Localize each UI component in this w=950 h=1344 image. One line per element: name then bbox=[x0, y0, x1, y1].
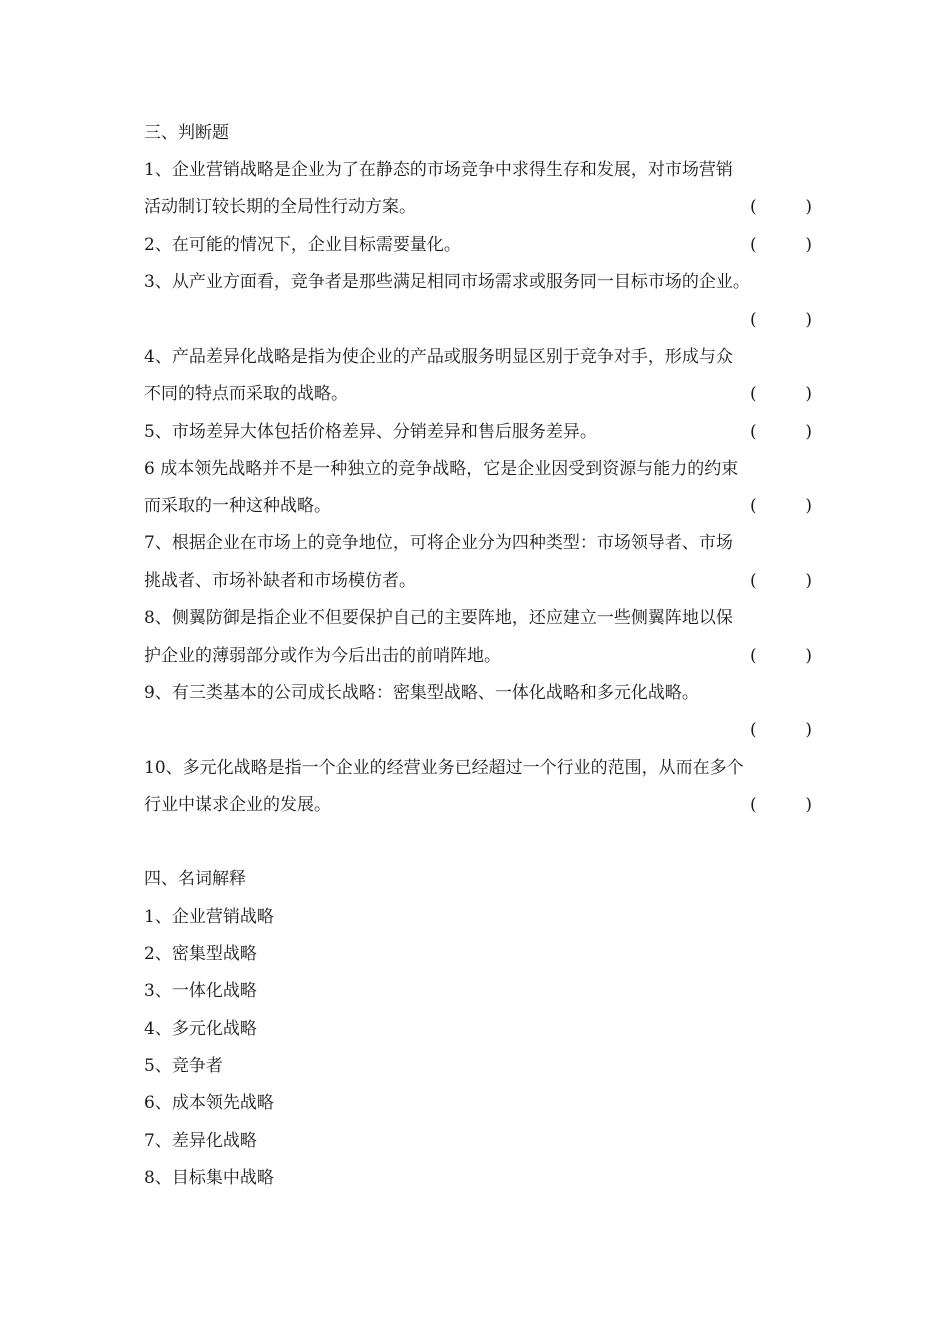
answer-blank-1 bbox=[750, 196, 812, 218]
term-7: 7、差异化战略 bbox=[144, 1131, 257, 1151]
answer-blank-8 bbox=[750, 645, 812, 667]
question-6-line-2 bbox=[144, 495, 812, 517]
question-3-line-1: 3、从产业方面看，竞争者是那些满足相同市场需求或服务同一目标市场的企业。 bbox=[144, 272, 750, 292]
paren-close: ) bbox=[805, 795, 812, 815]
term-3: 3、一体化战略 bbox=[144, 981, 257, 1001]
question-2-text: 2、在可能的情况下，企业目标需要量化。 bbox=[144, 235, 461, 255]
paren-open: ( bbox=[750, 235, 757, 255]
paren-close: ) bbox=[805, 720, 812, 740]
answer-blank-5 bbox=[750, 421, 812, 443]
question-7-line-1: 7、根据企业在市场上的竞争地位，可将企业分为四种类型：市场领导者、市场 bbox=[144, 533, 733, 553]
term-8: 8、目标集中战略 bbox=[144, 1168, 274, 1188]
paren-close: ) bbox=[805, 571, 812, 591]
question-10-line-2 bbox=[144, 794, 812, 816]
paren-close: ) bbox=[805, 197, 812, 217]
answer-blank-10 bbox=[750, 794, 812, 816]
question-2-line-1 bbox=[144, 234, 812, 256]
question-10-line-2-text: 行业中谋求企业的发展。 bbox=[144, 795, 331, 815]
answer-blank-9 bbox=[750, 719, 812, 741]
term-6: 6、成本领先战略 bbox=[144, 1093, 274, 1113]
question-8-line-2-text: 护企业的薄弱部分或作为今后出击的前哨阵地。 bbox=[144, 646, 501, 666]
paren-open: ( bbox=[750, 571, 757, 591]
question-6-line-1: 6 成本领先战略并不是一种独立的竞争战略，它是企业因受到资源与能力的约束 bbox=[144, 459, 739, 479]
paren-close: ) bbox=[805, 646, 812, 666]
section-heading-judgment: 三、判断题 bbox=[144, 123, 229, 143]
paren-close: ) bbox=[805, 310, 812, 330]
question-4-line-2-text: 不同的特点而采取的战略。 bbox=[144, 384, 348, 404]
question-6-line-2-text: 而采取的一种这种战略。 bbox=[144, 496, 331, 516]
paren-close: ) bbox=[805, 496, 812, 516]
paren-open: ( bbox=[750, 795, 757, 815]
question-5-text: 5、市场差异大体包括价格差异、分销差异和售后服务差异。 bbox=[144, 422, 597, 442]
question-1-line-2-text: 活动制订较长期的全局性行动方案。 bbox=[144, 197, 416, 217]
question-9-line-1: 9、有三类基本的公司成长战略：密集型战略、一体化战略和多元化战略。 bbox=[144, 683, 699, 703]
question-7-line-2-text: 挑战者、市场补缺者和市场模仿者。 bbox=[144, 571, 416, 591]
question-1-line-1: 1、企业营销战略是企业为了在静态的市场竞争中求得生存和发展，对市场营销 bbox=[144, 160, 733, 180]
question-4-line-2 bbox=[144, 383, 812, 405]
paren-open: ( bbox=[750, 496, 757, 516]
answer-blank-4 bbox=[750, 383, 812, 405]
paren-open: ( bbox=[750, 646, 757, 666]
question-8-line-2 bbox=[144, 645, 812, 667]
paren-open: ( bbox=[750, 720, 757, 740]
answer-blank-7 bbox=[750, 570, 812, 592]
term-1: 1、企业营销战略 bbox=[144, 907, 274, 927]
paren-open: ( bbox=[750, 384, 757, 404]
term-4: 4、多元化战略 bbox=[144, 1019, 257, 1039]
section-heading-terms: 四、名词解释 bbox=[144, 869, 246, 889]
question-7-line-2 bbox=[144, 570, 812, 592]
paren-close: ) bbox=[805, 384, 812, 404]
question-5-line-1 bbox=[144, 421, 812, 443]
paren-close: ) bbox=[805, 422, 812, 442]
paren-open: ( bbox=[750, 310, 757, 330]
paren-open: ( bbox=[750, 422, 757, 442]
question-1-line-2 bbox=[144, 196, 812, 218]
question-10-line-1: 10、多元化战略是指一个企业的经营业务已经超过一个行业的范围，从而在多个 bbox=[144, 758, 744, 778]
term-2: 2、密集型战略 bbox=[144, 944, 257, 964]
answer-blank-6 bbox=[750, 495, 812, 517]
paren-close: ) bbox=[805, 235, 812, 255]
answer-blank-3 bbox=[750, 309, 812, 331]
question-4-line-1: 4、产品差异化战略是指为使企业的产品或服务明显区别于竞争对手，形成与众 bbox=[144, 347, 733, 367]
paren-open: ( bbox=[750, 197, 757, 217]
answer-blank-2 bbox=[750, 234, 812, 256]
question-8-line-1: 8、侧翼防御是指企业不但要保护自己的主要阵地，还应建立一些侧翼阵地以保 bbox=[144, 608, 733, 628]
term-5: 5、竞争者 bbox=[144, 1056, 223, 1076]
